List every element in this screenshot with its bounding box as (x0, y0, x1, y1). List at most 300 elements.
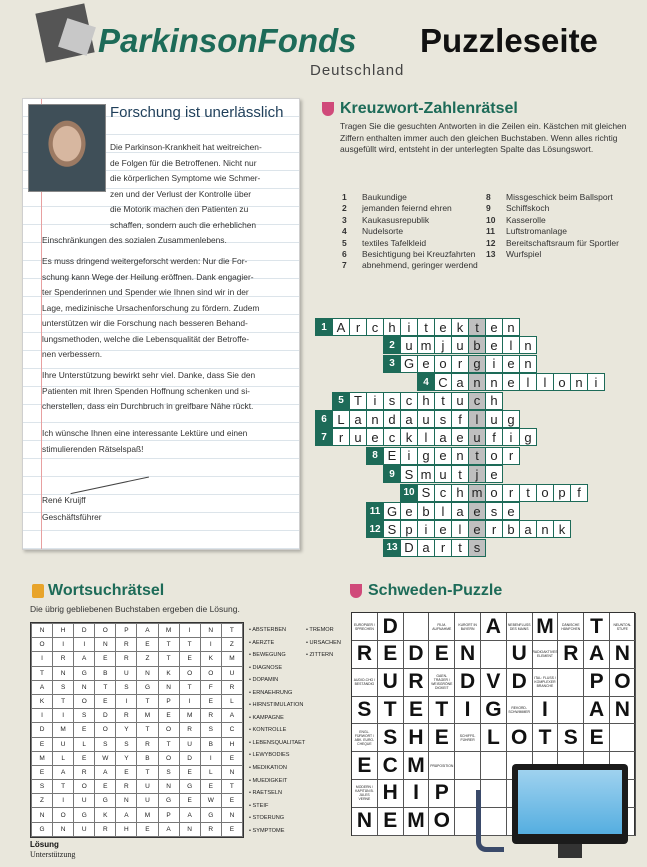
letter-cell[interactable]: T (32, 666, 53, 680)
answer-cell[interactable]: E (429, 641, 455, 669)
grid-cell[interactable]: G (400, 355, 418, 373)
grid-cell[interactable]: e (468, 502, 486, 520)
letter-cell[interactable]: G (158, 794, 179, 808)
grid-cell[interactable]: r (434, 539, 452, 557)
grid-cell[interactable]: m (417, 465, 435, 483)
letter-cell[interactable]: C (221, 723, 242, 737)
letter-cell[interactable]: P (116, 624, 137, 638)
letter-cell[interactable]: N (179, 822, 200, 836)
letter-cell[interactable]: N (137, 666, 158, 680)
letter-cell[interactable]: U (116, 666, 137, 680)
letter-cell[interactable]: T (137, 723, 158, 737)
letter-cell[interactable]: R (116, 709, 137, 723)
grid-cell[interactable]: o (485, 447, 503, 465)
grid-cell[interactable]: a (417, 539, 435, 557)
answer-cell[interactable]: R (558, 641, 584, 669)
answer-cell[interactable]: T (533, 724, 559, 752)
letter-cell[interactable]: N (116, 794, 137, 808)
letter-cell[interactable]: A (53, 765, 74, 779)
letter-cell[interactable]: E (221, 751, 242, 765)
grid-cell[interactable]: n (502, 318, 520, 336)
letter-cell[interactable]: W (200, 794, 221, 808)
letter-cell[interactable]: T (158, 638, 179, 652)
letter-cell[interactable]: R (179, 723, 200, 737)
letter-cell[interactable]: E (221, 794, 242, 808)
grid-cell[interactable]: m (468, 484, 486, 502)
letter-cell[interactable]: K (158, 666, 179, 680)
letter-cell[interactable]: N (53, 822, 74, 836)
letter-cell[interactable]: L (200, 765, 221, 779)
letter-cell[interactable]: N (53, 666, 74, 680)
grid-cell[interactable]: o (536, 484, 554, 502)
answer-cell[interactable]: U (507, 641, 533, 669)
grid-cell[interactable]: u (349, 428, 367, 446)
grid-cell[interactable]: n (536, 520, 554, 538)
letter-cell[interactable]: E (32, 765, 53, 779)
letter-cell[interactable]: N (32, 624, 53, 638)
grid-cell[interactable]: b (417, 502, 435, 520)
grid-cell[interactable]: r (502, 484, 520, 502)
grid-cell[interactable]: l (434, 502, 452, 520)
grid-cell[interactable]: a (434, 428, 452, 446)
letter-cell[interactable]: T (158, 652, 179, 666)
letter-cell[interactable]: A (179, 808, 200, 822)
answer-cell[interactable]: I (404, 780, 430, 808)
letter-cell[interactable]: A (221, 709, 242, 723)
grid-cell[interactable]: e (485, 465, 503, 483)
grid-cell[interactable]: u (485, 410, 503, 428)
letter-cell[interactable]: I (74, 638, 95, 652)
grid-cell[interactable]: e (502, 502, 520, 520)
grid-cell[interactable]: k (553, 520, 571, 538)
letter-cell[interactable]: M (179, 709, 200, 723)
letter-cell[interactable]: O (53, 808, 74, 822)
letter-cell[interactable]: K (200, 652, 221, 666)
grid-cell[interactable]: t (434, 392, 452, 410)
letter-cell[interactable]: I (53, 709, 74, 723)
grid-cell[interactable]: c (468, 392, 486, 410)
grid-cell[interactable]: t (468, 318, 486, 336)
letter-cell[interactable]: M (158, 624, 179, 638)
letter-cell[interactable]: R (116, 638, 137, 652)
letter-cell[interactable]: E (32, 737, 53, 751)
answer-cell[interactable]: A (584, 696, 610, 724)
letter-cell[interactable]: G (200, 808, 221, 822)
letter-cell[interactable]: E (200, 694, 221, 708)
letter-cell[interactable]: N (158, 680, 179, 694)
letter-cell[interactable]: N (158, 780, 179, 794)
letter-cell[interactable]: S (74, 709, 95, 723)
grid-cell[interactable]: n (485, 373, 503, 391)
letter-cell[interactable]: I (32, 652, 53, 666)
letter-cell[interactable]: E (179, 794, 200, 808)
letter-cell[interactable]: K (95, 808, 116, 822)
grid-cell[interactable]: h (451, 484, 469, 502)
letter-cell[interactable]: G (74, 666, 95, 680)
letter-cell[interactable]: E (116, 765, 137, 779)
letter-cell[interactable]: M (137, 709, 158, 723)
answer-cell[interactable]: D (455, 669, 481, 697)
answer-cell[interactable]: M (404, 752, 430, 780)
letter-cell[interactable]: T (137, 694, 158, 708)
grid-cell[interactable]: i (366, 392, 384, 410)
grid-cell[interactable]: e (434, 318, 452, 336)
letter-cell[interactable]: D (95, 709, 116, 723)
letter-cell[interactable]: L (74, 737, 95, 751)
letter-cell[interactable]: F (200, 680, 221, 694)
letter-cell[interactable]: Z (221, 638, 242, 652)
letter-cell[interactable]: P (158, 694, 179, 708)
answer-cell[interactable]: H (404, 724, 430, 752)
grid-cell[interactable]: e (485, 336, 503, 354)
grid-cell[interactable]: d (383, 410, 401, 428)
grid-cell[interactable]: g (468, 355, 486, 373)
letter-cell[interactable]: M (137, 808, 158, 822)
answer-cell[interactable]: H (378, 780, 404, 808)
letter-cell[interactable]: I (200, 638, 221, 652)
grid-cell[interactable]: u (451, 392, 469, 410)
grid-cell[interactable]: A (332, 318, 350, 336)
grid-cell[interactable]: u (434, 465, 452, 483)
letter-cell[interactable]: M (221, 652, 242, 666)
grid-cell[interactable]: i (400, 447, 418, 465)
grid-cell[interactable]: u (468, 428, 486, 446)
grid-cell[interactable]: s (485, 502, 503, 520)
letter-cell[interactable]: L (221, 694, 242, 708)
letter-cell[interactable]: Y (116, 723, 137, 737)
letter-cell[interactable]: A (137, 624, 158, 638)
letter-cell[interactable]: H (221, 737, 242, 751)
letter-cell[interactable]: O (74, 780, 95, 794)
answer-cell[interactable]: C (378, 752, 404, 780)
grid-cell[interactable]: n (468, 373, 486, 391)
grid-cell[interactable]: e (417, 355, 435, 373)
letter-cell[interactable]: G (32, 822, 53, 836)
grid-cell[interactable]: l (502, 336, 520, 354)
grid-cell[interactable]: g (502, 410, 520, 428)
grid-cell[interactable]: p (553, 484, 571, 502)
letter-cell[interactable]: E (179, 652, 200, 666)
letter-cell[interactable]: D (179, 751, 200, 765)
grid-cell[interactable]: c (400, 392, 418, 410)
letter-cell[interactable]: R (137, 737, 158, 751)
letter-cell[interactable]: T (158, 737, 179, 751)
answer-cell[interactable]: A (584, 641, 610, 669)
letter-cell[interactable]: T (137, 765, 158, 779)
letter-cell[interactable]: S (53, 680, 74, 694)
grid-cell[interactable]: S (417, 484, 435, 502)
grid-cell[interactable]: e (434, 447, 452, 465)
grid-cell[interactable]: n (519, 336, 537, 354)
letter-cell[interactable]: N (200, 624, 221, 638)
grid-cell[interactable]: s (468, 539, 486, 557)
grid-cell[interactable]: e (451, 428, 469, 446)
letter-cell[interactable]: R (200, 822, 221, 836)
letter-cell[interactable]: O (32, 638, 53, 652)
grid-cell[interactable]: e (434, 520, 452, 538)
letter-cell[interactable]: I (53, 638, 74, 652)
letter-cell[interactable]: S (95, 737, 116, 751)
letter-cell[interactable]: T (179, 680, 200, 694)
letter-cell[interactable]: N (221, 808, 242, 822)
answer-cell[interactable]: T (584, 613, 610, 641)
grid-cell[interactable]: p (400, 520, 418, 538)
letter-cell[interactable]: B (95, 666, 116, 680)
letter-cell[interactable]: I (116, 694, 137, 708)
letter-cell[interactable]: E (95, 694, 116, 708)
answer-cell[interactable]: I (455, 696, 481, 724)
letter-cell[interactable]: N (74, 680, 95, 694)
answer-cell[interactable]: E (584, 724, 610, 752)
grid-cell[interactable]: e (502, 373, 520, 391)
letter-cell[interactable]: I (179, 694, 200, 708)
answer-cell[interactable]: A (481, 613, 507, 641)
grid-cell[interactable]: e (502, 355, 520, 373)
grid-cell[interactable]: f (485, 428, 503, 446)
answer-cell[interactable]: O (429, 808, 455, 836)
answer-cell[interactable]: R (404, 669, 430, 697)
grid-cell[interactable]: o (553, 373, 571, 391)
grid-cell[interactable]: h (417, 392, 435, 410)
answer-cell[interactable]: V (481, 669, 507, 697)
grid-cell[interactable]: u (417, 410, 435, 428)
grid-cell[interactable]: t (519, 484, 537, 502)
letter-cell[interactable]: T (95, 680, 116, 694)
grid-cell[interactable]: n (570, 373, 588, 391)
grid-cell[interactable]: a (400, 410, 418, 428)
grid-cell[interactable]: f (451, 410, 469, 428)
letter-cell[interactable]: U (74, 794, 95, 808)
letter-cell[interactable]: E (158, 709, 179, 723)
grid-cell[interactable]: S (383, 520, 401, 538)
letter-cell[interactable]: R (53, 652, 74, 666)
letter-cell[interactable]: R (116, 652, 137, 666)
letter-cell[interactable]: B (137, 751, 158, 765)
grid-cell[interactable]: s (434, 410, 452, 428)
grid-cell[interactable]: G (383, 502, 401, 520)
grid-cell[interactable]: r (451, 355, 469, 373)
letter-cell[interactable]: U (179, 737, 200, 751)
letter-cell[interactable]: M (32, 751, 53, 765)
answer-cell[interactable]: G (481, 696, 507, 724)
letter-cell[interactable]: G (179, 780, 200, 794)
grid-cell[interactable]: n (519, 355, 537, 373)
grid-cell[interactable]: r (349, 318, 367, 336)
letter-cell[interactable]: E (95, 780, 116, 794)
answer-cell[interactable]: E (352, 752, 378, 780)
grid-cell[interactable]: n (366, 410, 384, 428)
letter-cell[interactable]: A (95, 765, 116, 779)
answer-cell[interactable]: N (352, 808, 378, 836)
letter-cell[interactable]: I (200, 751, 221, 765)
grid-cell[interactable]: e (400, 502, 418, 520)
grid-cell[interactable]: u (451, 336, 469, 354)
letter-cell[interactable]: O (200, 666, 221, 680)
grid-cell[interactable]: j (434, 336, 452, 354)
letter-cell[interactable]: D (32, 723, 53, 737)
answer-cell[interactable]: E (404, 696, 430, 724)
answer-cell[interactable]: N (455, 641, 481, 669)
grid-cell[interactable]: m (417, 336, 435, 354)
grid-cell[interactable]: i (587, 373, 605, 391)
letter-cell[interactable]: O (158, 751, 179, 765)
grid-cell[interactable]: r (502, 447, 520, 465)
answer-cell[interactable]: E (378, 641, 404, 669)
letter-cell[interactable]: T (53, 694, 74, 708)
letter-cell[interactable]: H (116, 822, 137, 836)
letter-cell[interactable]: R (221, 680, 242, 694)
letter-cell[interactable]: L (53, 751, 74, 765)
grid-cell[interactable]: C (434, 373, 452, 391)
grid-cell[interactable]: e (366, 428, 384, 446)
letter-cell[interactable]: P (158, 808, 179, 822)
letter-cell[interactable]: W (95, 751, 116, 765)
letter-cell[interactable]: U (53, 737, 74, 751)
grid-cell[interactable]: j (468, 465, 486, 483)
letter-cell[interactable]: G (74, 808, 95, 822)
answer-cell[interactable]: S (352, 696, 378, 724)
letter-cell[interactable]: U (137, 780, 158, 794)
letter-cell[interactable]: S (32, 780, 53, 794)
grid-cell[interactable]: S (400, 465, 418, 483)
letter-cell[interactable]: S (116, 737, 137, 751)
letter-cell[interactable]: O (179, 666, 200, 680)
grid-cell[interactable]: a (349, 410, 367, 428)
letter-cell[interactable]: R (95, 822, 116, 836)
letter-cell[interactable]: U (74, 822, 95, 836)
grid-cell[interactable]: b (468, 336, 486, 354)
letter-cell[interactable]: A (116, 808, 137, 822)
letter-cell[interactable]: E (74, 751, 95, 765)
grid-cell[interactable]: c (366, 318, 384, 336)
grid-cell[interactable]: r (332, 428, 350, 446)
grid-cell[interactable]: c (383, 428, 401, 446)
letter-cell[interactable]: A (74, 652, 95, 666)
grid-cell[interactable]: i (485, 355, 503, 373)
letter-cell[interactable]: G (95, 794, 116, 808)
answer-cell[interactable]: M (533, 613, 559, 641)
grid-cell[interactable]: l (536, 373, 554, 391)
letter-cell[interactable]: N (221, 765, 242, 779)
letter-cell[interactable]: M (53, 723, 74, 737)
grid-cell[interactable]: k (451, 318, 469, 336)
letter-cell[interactable]: S (200, 723, 221, 737)
grid-cell[interactable]: t (451, 465, 469, 483)
letter-cell[interactable]: S (158, 765, 179, 779)
grid-cell[interactable]: h (485, 392, 503, 410)
grid-cell[interactable]: l (468, 410, 486, 428)
grid-cell[interactable]: t (417, 318, 435, 336)
grid-cell[interactable]: f (570, 484, 588, 502)
letter-cell[interactable]: T (179, 638, 200, 652)
grid-cell[interactable]: e (468, 520, 486, 538)
answer-cell[interactable]: N (610, 641, 636, 669)
letter-cell[interactable]: R (74, 765, 95, 779)
answer-cell[interactable]: O (610, 669, 636, 697)
grid-cell[interactable]: a (519, 520, 537, 538)
grid-cell[interactable]: n (451, 447, 469, 465)
answer-cell[interactable]: N (610, 696, 636, 724)
grid-cell[interactable]: h (383, 318, 401, 336)
letter-cell[interactable]: E (221, 822, 242, 836)
answer-cell[interactable]: O (507, 724, 533, 752)
answer-cell[interactable]: S (558, 724, 584, 752)
answer-cell[interactable]: D (378, 613, 404, 641)
grid-cell[interactable]: o (485, 484, 503, 502)
letter-cell[interactable]: T (221, 624, 242, 638)
letter-cell[interactable]: H (53, 624, 74, 638)
letter-cell[interactable]: E (200, 780, 221, 794)
answer-cell[interactable]: E (429, 724, 455, 752)
letter-cell[interactable]: B (200, 737, 221, 751)
grid-cell[interactable]: k (400, 428, 418, 446)
answer-cell[interactable]: T (378, 696, 404, 724)
grid-cell[interactable]: l (451, 520, 469, 538)
grid-cell[interactable]: c (434, 484, 452, 502)
letter-cell[interactable]: U (221, 666, 242, 680)
grid-cell[interactable]: l (519, 373, 537, 391)
grid-cell[interactable]: u (400, 336, 418, 354)
grid-cell[interactable]: i (502, 428, 520, 446)
letter-cell[interactable]: K (32, 694, 53, 708)
answer-cell[interactable]: D (507, 669, 533, 697)
grid-cell[interactable]: l (417, 428, 435, 446)
letter-cell[interactable]: E (95, 652, 116, 666)
letter-cell[interactable]: O (74, 694, 95, 708)
letter-cell[interactable]: R (116, 780, 137, 794)
grid-cell[interactable]: i (400, 318, 418, 336)
grid-cell[interactable]: D (400, 539, 418, 557)
letter-cell[interactable]: A (158, 822, 179, 836)
letter-cell[interactable]: O (95, 624, 116, 638)
answer-cell[interactable]: U (378, 669, 404, 697)
answer-cell[interactable]: P (429, 780, 455, 808)
grid-cell[interactable]: T (349, 392, 367, 410)
grid-cell[interactable]: s (383, 392, 401, 410)
letter-cell[interactable]: I (32, 709, 53, 723)
letter-cell[interactable]: I (179, 624, 200, 638)
grid-cell[interactable]: g (417, 447, 435, 465)
answer-cell[interactable]: S (378, 724, 404, 752)
grid-cell[interactable]: o (434, 355, 452, 373)
letter-cell[interactable]: D (74, 624, 95, 638)
grid-cell[interactable]: b (502, 520, 520, 538)
grid-cell[interactable]: r (485, 520, 503, 538)
letter-cell[interactable]: O (158, 723, 179, 737)
letter-cell[interactable]: E (179, 765, 200, 779)
answer-cell[interactable]: L (481, 724, 507, 752)
letter-cell[interactable]: S (116, 680, 137, 694)
letter-cell[interactable]: E (137, 822, 158, 836)
answer-cell[interactable]: I (533, 696, 559, 724)
letter-cell[interactable]: T (53, 780, 74, 794)
grid-cell[interactable]: t (451, 539, 469, 557)
grid-cell[interactable]: a (451, 502, 469, 520)
grid-cell[interactable]: E (383, 447, 401, 465)
grid-cell[interactable]: a (451, 373, 469, 391)
answer-cell[interactable]: R (352, 641, 378, 669)
letter-cell[interactable]: N (32, 808, 53, 822)
letter-cell[interactable]: Z (32, 794, 53, 808)
answer-cell[interactable]: M (404, 808, 430, 836)
grid-cell[interactable]: t (468, 447, 486, 465)
grid-cell[interactable]: e (485, 318, 503, 336)
letter-cell[interactable]: U (137, 794, 158, 808)
answer-cell[interactable]: D (404, 641, 430, 669)
letter-cell[interactable]: R (200, 709, 221, 723)
letter-cell[interactable]: E (74, 723, 95, 737)
letter-cell[interactable]: G (137, 680, 158, 694)
